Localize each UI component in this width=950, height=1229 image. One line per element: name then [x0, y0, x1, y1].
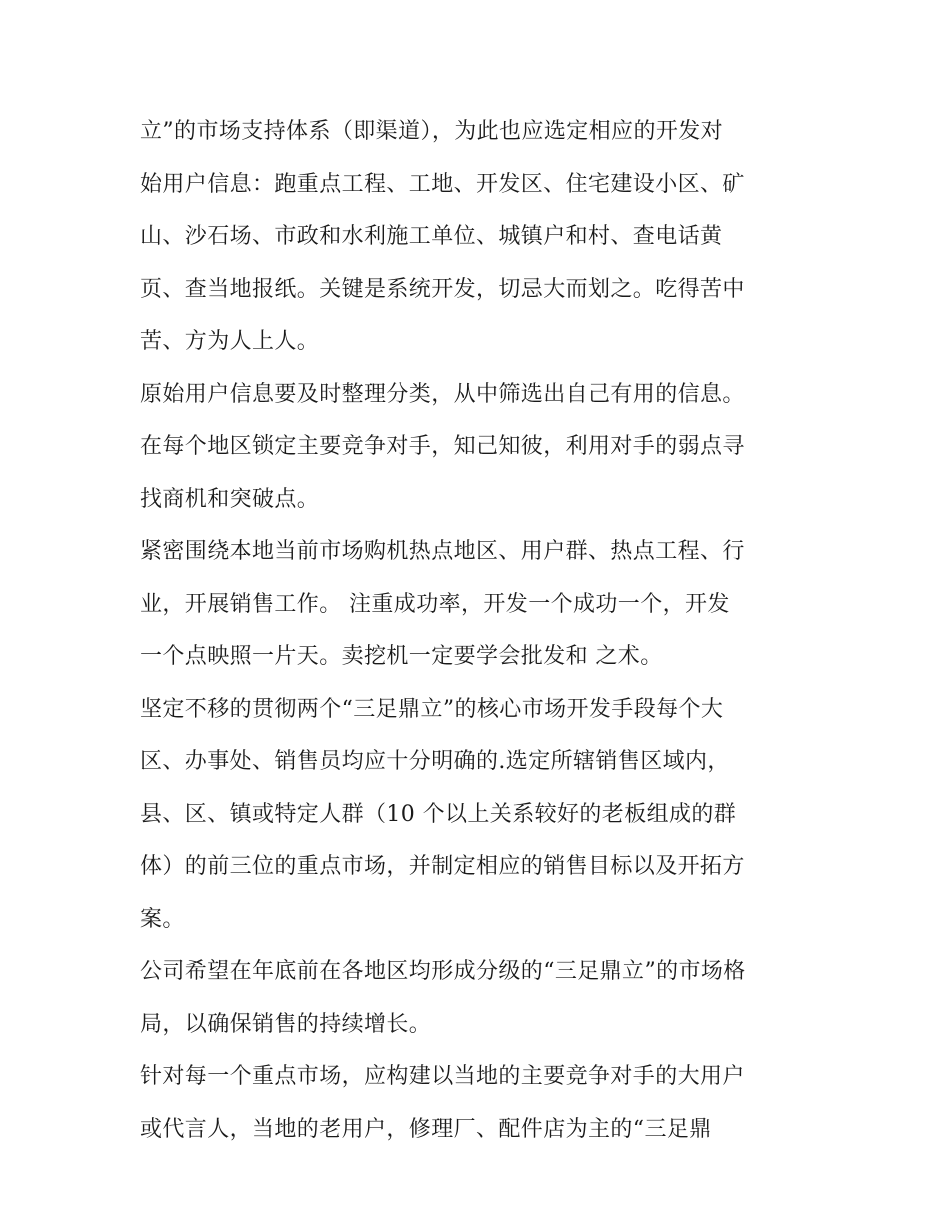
text-line: 业，开展销售工作。 注重成功率，开发一个成功一个，开发 — [140, 591, 730, 617]
text-line: 始用户信息：跑重点工程、工地、开发区、住宅建设小区、矿 — [140, 171, 745, 197]
document-body — [140, 106, 820, 1156]
text-line: 找商机和突破点。 — [140, 486, 320, 512]
text-line: 或代言人，当地的老用户，修理厂、配件店为主的“三足鼎 — [140, 1116, 712, 1142]
text-line: 体）的前三位的重点市场，并制定相应的销售目标以及开拓方 — [140, 854, 745, 879]
text-line: 坚定不移的贯彻两个“三足鼎立”的核心市场开发手段每个大 — [140, 696, 724, 722]
text-line: 一个点映照一片天。卖挖机一定要学会批发和 之术。 — [140, 644, 663, 669]
text-line: 立”的市场支持体系（即渠道），为此也应选定相应的开发对 — [140, 119, 724, 144]
text-line: 区、办事处、销售员均应十分明确的.选定所辖销售区域内， — [140, 749, 730, 774]
text-line: 局，以确保销售的持续增长。 — [140, 1011, 432, 1037]
text-line: 苦、方为人上人。 — [140, 329, 320, 354]
text-line: 页、查当地报纸。关键是系统开发，切忌大而划之。吃得苦中 — [140, 276, 745, 302]
text-line: 公司希望在年底前在各地区均形成分级的“三足鼎立”的市场格 — [140, 959, 746, 984]
text-line: 原始用户信息要及时整理分类，从中筛选出自己有用的信息。 — [140, 381, 745, 407]
text-line: 案。 — [140, 906, 185, 932]
text-line: 紧密围绕本地当前市场购机热点地区、用户群、热点工程、行 — [140, 539, 745, 564]
text-line: 在每个地区锁定主要竞争对手，知己知彼，利用对手的弱点寻 — [140, 434, 745, 459]
text-line: 县、区、镇或特定人群（10 个以上关系较好的老板组成的群 — [140, 801, 737, 827]
text-line: 针对每一个重点市场，应构建以当地的主要竞争对手的大用户 — [140, 1064, 745, 1089]
text-line: 山、沙石场、市政和水利施工单位、城镇户和村、查电话黄 — [140, 224, 723, 249]
